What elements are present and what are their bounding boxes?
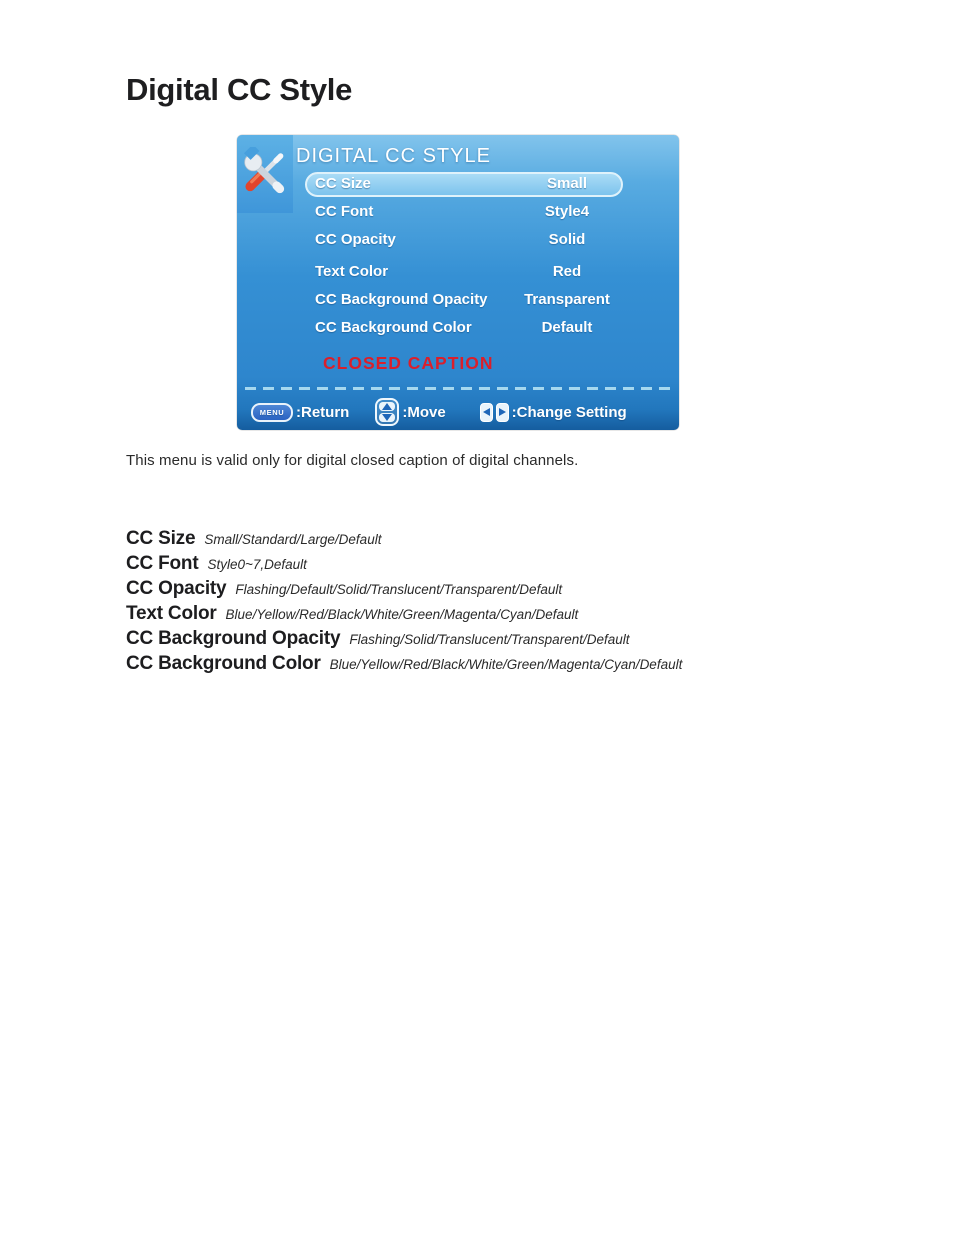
osd-menu-panel	[237, 135, 679, 430]
menu-item-value: Style4	[544, 203, 590, 220]
menu-item-value: Red	[552, 263, 582, 280]
menu-item-label: CC Font	[315, 203, 374, 220]
definition-term: CC Size	[126, 528, 196, 549]
menu-item-value: Default	[541, 319, 593, 336]
definition-text-color	[126, 603, 906, 628]
menu-key-button[interactable]: MENU	[251, 403, 293, 422]
menu-item-label: CC Background Opacity	[315, 291, 488, 308]
definition-list	[126, 528, 906, 678]
definition-term: CC Opacity	[126, 578, 227, 599]
menu-item-value: Small	[546, 175, 588, 192]
definition-cc-opacity	[126, 578, 906, 603]
definition-cc-background-opacity	[126, 628, 906, 653]
down-arrow-icon	[379, 413, 395, 422]
menu-item-cc-background-opacity[interactable]	[237, 289, 679, 311]
closed-caption-label: CLOSED CAPTION	[323, 353, 494, 373]
note-text: This menu is valid only for digital closed caption of digital channels.	[126, 452, 579, 469]
definition-term: CC Background Color	[126, 653, 321, 674]
menu-item-label: CC Size	[315, 175, 371, 192]
menu-item-cc-font[interactable]	[237, 201, 679, 223]
osd-footer-bar	[251, 397, 627, 427]
divider-dashed-line	[245, 387, 673, 390]
menu-item-value: Solid	[548, 231, 586, 248]
definition-options: Blue/Yellow/Red/Black/White/Green/Magenta/Cyan/Default	[329, 657, 683, 672]
definition-cc-background-color	[126, 653, 906, 678]
menu-item-cc-opacity[interactable]	[237, 229, 679, 251]
menu-item-text-color[interactable]	[237, 261, 679, 283]
left-right-keys[interactable]	[480, 403, 509, 422]
return-hint-label: :Return	[296, 403, 350, 421]
menu-item-value: Transparent	[524, 291, 610, 308]
menu-item-cc-size[interactable]	[237, 173, 679, 195]
definition-options: Style0~7,Default	[207, 557, 307, 572]
definition-term: CC Background Opacity	[126, 628, 341, 649]
definition-options: Flashing/Solid/Translucent/Transparent/Default	[349, 632, 630, 647]
osd-title: DIGITAL CC STYLE	[296, 145, 491, 167]
definition-term: Text Color	[126, 603, 217, 624]
up-down-key[interactable]	[375, 398, 399, 426]
definition-options: Blue/Yellow/Red/Black/White/Green/Magenta/Cyan/Default	[225, 607, 579, 622]
move-hint-label: :Move	[402, 403, 446, 421]
left-arrow-icon	[480, 403, 493, 422]
definition-term: CC Font	[126, 553, 199, 574]
definition-cc-font	[126, 553, 906, 578]
menu-item-label: CC Background Color	[315, 319, 472, 336]
change-setting-hint-label: :Change Setting	[511, 403, 627, 421]
definition-cc-size	[126, 528, 906, 553]
menu-item-label: CC Opacity	[315, 231, 396, 248]
definition-options: Small/Standard/Large/Default	[204, 532, 382, 547]
definition-options: Flashing/Default/Solid/Translucent/Transparent/Default	[235, 582, 563, 597]
right-arrow-icon	[496, 403, 509, 422]
page-title: Digital CC Style	[126, 72, 353, 107]
menu-item-cc-background-color[interactable]	[237, 317, 679, 339]
menu-item-label: Text Color	[315, 263, 389, 280]
up-arrow-icon	[379, 402, 395, 411]
